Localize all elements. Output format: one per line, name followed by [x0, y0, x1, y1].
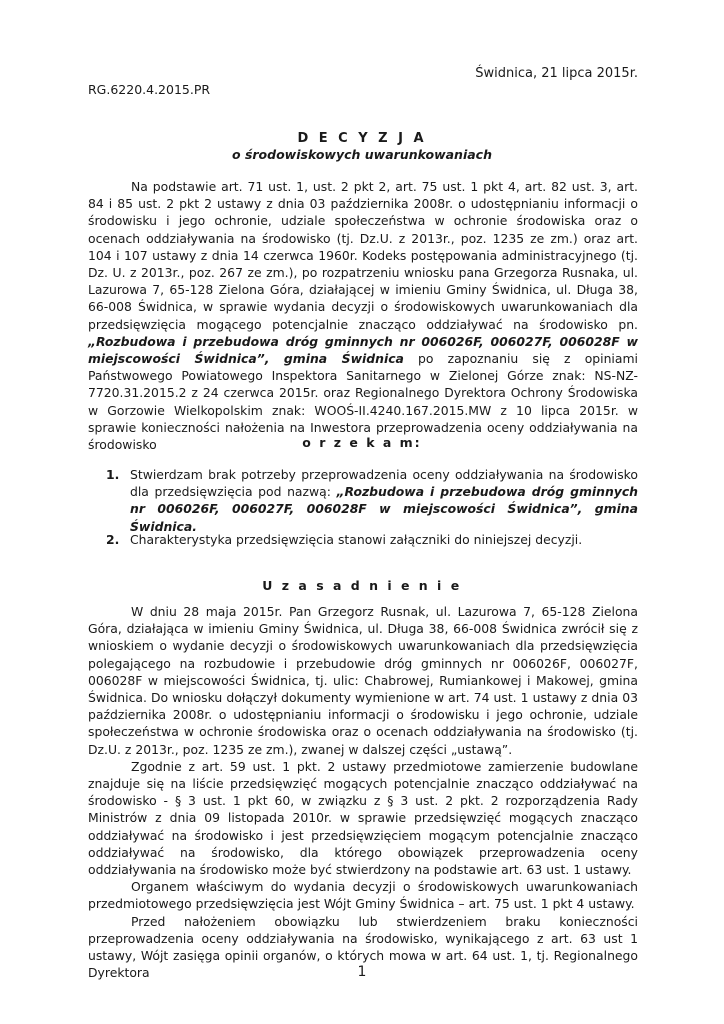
ruling-heading: o r z e k a m:: [302, 435, 422, 450]
ruling-item: [106, 531, 638, 548]
item-text: Stwierdzam brak potrzeby przeprowadzenia oceny oddziaływania na środowisko dla przedsięwzięcia pod nazwą:: [130, 467, 638, 500]
justification-paragraph: Zgodnie z art. 59 ust. 1 pkt. 2 ustawy przedmiotowe zamierzenie budowlane znajduje się na liście przedsięwzięć mogących potencjalnie znacząco oddziaływać na środowisko - § 3 ust. 1 pkt 60, w związku z § 3 ust. 2 pkt. 2 rozporządzenia Rady Ministrów z dnia 09 listopada 2010r. w sprawie przedsięwzięć mogących znacząco oddziaływać na środowisko i jest przedsięwzięciem mogącym potencjalnie znacząco oddziaływać na środowisko, dla którego obowiązek przeprowadzenia oceny oddziaływania na środowisko może być stwierdzony na podstawie art. 63 ust. 1 ustawy.: [88, 758, 638, 878]
decision-subtitle: o środowiskowych uwarunkowaniach: [232, 147, 492, 162]
intro-paragraph: [88, 178, 638, 453]
decision-title: D E C Y Z J A: [297, 131, 427, 146]
intro-text-1: Na podstawie art. 71 ust. 1, ust. 2 pkt 2, art. 75 ust. 1 pkt 4, art. 82 ust. 3, art. 84 i 85 ust. 2 pkt 2 ustawy z dnia 03 października 2008r. o udostępnianiu informacji o środowisku i jego ochronie, udziale społeczeństwa w ochronie środowiska oraz o ocenach oddziaływania na środowisko (tj. Dz.U. z 2013r., poz. 1235 ze zm.) oraz art. 104 i 107 ustawy z dnia 14 czerwca 1960r. Kodeks postępowania administracyjnego (tj. Dz. U. z 2013r., poz. 267 ze zm.), po rozpatrzeniu wniosku pana Grzegorza Rusnaka, ul. Lazurowa 7, 65-128 Zielona Góra, działającej w imieniu Gminy Świdnica, ul. Długa 38, 66-008 Świdnica, w sprawie wydania decyzji o środowiskowych uwarunkowaniach dla przedsięwzięcia mogącego potencjalnie znacząco oddziaływać na środowisko pn.: [88, 179, 638, 332]
ruling-item: [106, 466, 638, 535]
justification-paragraph: Przed nałożeniem obowiązku lub stwierdzeniem braku konieczności przeprowadzenia oceny oddziaływania na środowisko, wynikającego z art. 63 ust 1 ustawy, Wójt zasięga opinii organów, o których mowa w art. 64 ust. 1, tj. Regionalnego Dyrektora: [88, 913, 638, 981]
justification-paragraph: Organem właściwym do wydania decyzji o środowiskowych uwarunkowaniach przedmiotowego przedsięwzięcia jest Wójt Gminy Świdnica – art. 75 ust. 1 pkt 4 ustawy.: [88, 879, 638, 912]
page-number: 1: [357, 964, 367, 980]
intro-text-2: po zapoznaniu się z opiniami Państwowego Powiatowego Inspektora Sanitarnego w Zielonej Górze znak: NS-NZ-7720.31.2015.2 z 24 czerwca 2015r. oraz Regionalnego Dyrektora Ochrony Środowiska w Gorzowie Wielkopolskim znak: WOOŚ-II.4240.167.2015.MW z 10 lipca 2015r. w sprawie konieczności nałożenia na Inwestora przeprowadzenia oceny oddziaływania na środowisko: [88, 351, 638, 453]
justification-body: [88, 603, 638, 981]
project-name: „Rozbudowa i przebudowa dróg gminnych nr 006026F, 006027F, 006028F w miejscowości Świdnica”, gmina Świdnica: [88, 333, 638, 367]
item-text: Charakterystyka przedsięwzięcia stanowi załączniki do niniejszej decyzji.: [130, 532, 583, 547]
item-number: 1.: [106, 467, 120, 482]
reference-number: RG.6220.4.2015.PR: [88, 82, 211, 97]
justification-heading: U z a s a d n i e n i e: [262, 578, 462, 593]
justification-paragraph: W dniu 28 maja 2015r. Pan Grzegorz Rusnak, ul. Lazurowa 7, 65-128 Zielona Góra, działająca w imieniu Gminy Świdnica, ul. Długa 38, 66-008 Świdnica zwrócił się z wnioskiem o wydanie decyzji o środowiskowych uwarunkowaniach dla przedsięwzięcia polegającego na rozbudowie i przebudowie dróg gminnych nr 006026F, 006027F, 006028F w miejscowości Świdnica, tj. ulic: Chabrowej, Rumiankowej i Makowej, gmina Świdnica. Do wniosku dołączył dokumenty wymienione w art. 74 ust. 1 ustawy z dnia 03 października 2008r. o udostępnianiu informacji o środowisku i jego ochronie, udziale społeczeństwa w ochronie środowiska oraz o ocenach oddziaływania na środowisko (tj. Dz.U. z 2013r., poz. 1235 ze zm.), zwanej w dalszej części „ustawą”.: [88, 604, 638, 757]
item-project-name: „Rozbudowa i przebudowa dróg gminnych nr 006026F, 006027F, 006028F w miejscowości Świdnica”, gmina Świdnica.: [130, 484, 639, 534]
item-number: 2.: [106, 532, 120, 547]
place-date: Świdnica, 21 lipca 2015r.: [475, 66, 638, 81]
